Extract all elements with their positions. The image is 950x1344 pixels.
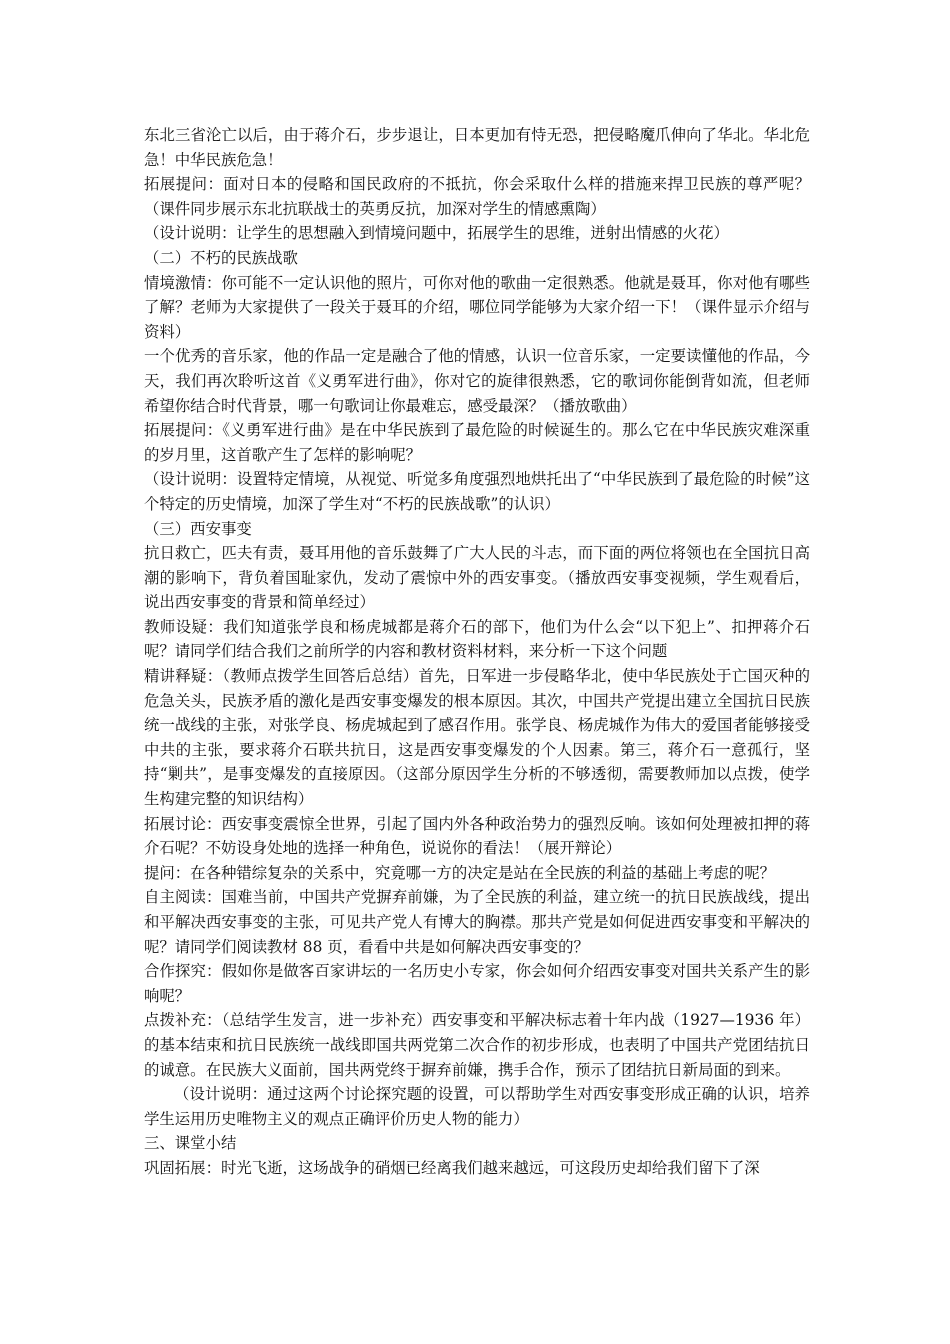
paragraph-extended-question-2: 拓展提问：《义勇军进行曲》是在中华民族到了最危险的时候诞生的。那么它在中华民族灾难深重的岁月里，这首歌产生了怎样的影响呢？ (144, 421, 810, 464)
paragraph-extended-question-1: 拓展提问：面对日本的侵略和国民政府的不抵抗，你会采取什么样的措施来捍卫民族的尊严呢？（课件同步展示东北抗联战士的英勇反抗，加深对学生的情感熏陶） (144, 175, 810, 218)
paragraph-explanation: 精讲释疑：（教师点拨学生回答后总结）首先，日军进一步侵略华北，使中华民族处于亡国灭种的危急关头，民族矛盾的激化是西安事变爆发的根本原因。其次，中国共产党提出建立全国抗日民族统一战线的主张，对张学良、杨虎城起到了感召作用。张学良、杨虎城作为伟大的爱国者能够接受中共的主张，要求蒋介石联共抗日，这是西安事变爆发的个人因素。第三，蒋介石一意孤行，坚持“剿共”，是事变爆发的直接原因。（这部分原因学生分析的不够透彻，需要教师加以点拨，使学生构建完整的知识结构） (144, 667, 810, 809)
paragraph-design-note-1: （设计说明：让学生的思想融入到情境问题中，拓展学生的思维，迸射出情感的火花） (144, 224, 729, 243)
paragraph-question: 提问：在各种错综复杂的关系中，究竟哪一方的决定是站在全民族的利益的基础上考虑的呢？ (144, 863, 776, 882)
paragraph-extended-discussion: 拓展讨论：西安事变震惊全世界，引起了国内外各种政治势力的强烈反响。该如何处理被扣押的蒋介石呢？不妨设身处地的选择一种角色，说说你的看法！（展开辩论） (144, 814, 810, 858)
document-body (144, 123, 810, 1181)
section-heading-2: （二）不朽的民族战歌 (144, 248, 298, 267)
paragraph-consolidation: 巩固拓展：时光飞逝，这场战争的硝烟已经离我们越来越远，可这段历史却给我们留下了深 (144, 1158, 760, 1177)
section-heading-summary: 三、课堂小结 (144, 1134, 237, 1153)
section-heading-3: （三）西安事变 (144, 519, 252, 538)
paragraph-design-note-2: （设计说明：设置特定情境，从视觉、听觉多角度强烈地烘托出了“中华民族到了最危险的时候”这个特定的历史情境，加深了学生对“不朽的民族战歌”的认识） (144, 470, 810, 513)
paragraph-supplement: 点拨补充：（总结学生发言，进一步补充）西安事变和平解决标志着十年内战（1927—1936 年）的基本结束和抗日民族统一战线即国共两党第二次合作的初步形成，也表明了中国共产党团结抗日的诚意。在民族大义面前，国共两党终于摒弃前嫌，携手合作，预示了团结抗日新局面的到来。 (144, 1011, 810, 1079)
paragraph-situation-nie-er: 情境激情：你可能不一定认识他的照片，可你对他的歌曲一定很熟悉。他就是聂耳，你对他有哪些了解？老师为大家提供了一段关于聂耳的介绍，哪位同学能够为大家介绍一下！（课件显示介绍与资料） (144, 273, 810, 341)
paragraph-musician: 一个优秀的音乐家，他的作品一定是融合了他的情感，认识一位音乐家，一定要读懂他的作品，今天，我们再次聆听这首《义勇军进行曲》，你对它的旋律很熟悉，它的歌词你能倒背如流，但老师希望你结合时代背景，哪一句歌词让你最难忘，感受最深？（播放歌曲） (144, 347, 810, 415)
paragraph-cooperative-inquiry: 合作探究：假如你是做客百家讲坛的一名历史小专家，你会如何介绍西安事变对国共关系产生的影响呢？ (144, 962, 810, 1005)
paragraph-self-reading: 自主阅读：国难当前，中国共产党摒弃前嫌，为了全民族的利益，建立统一的抗日民族战线，提出和平解决西安事变的主张，可见共产党人有博大的胸襟。那共产党是如何促进西安事变和平解决的呢？请同学们阅读教材 88 页，看看中共是如何解决西安事变的？ (144, 888, 810, 956)
paragraph-design-note-3: （设计说明：通过这两个讨论探究题的设置，可以帮助学生对西安事变形成正确的认识，培养学生运用历史唯物主义的观点正确评价历史人物的能力） (144, 1085, 810, 1128)
paragraph-xian-incident-intro: 抗日救亡，匹夫有责，聂耳用他的音乐鼓舞了广大人民的斗志，而下面的两位将领也在全国抗日高潮的影响下，背负着国耻家仇，发动了震惊中外的西安事变。（播放西安事变视频，学生观看后，说出西安事变的背景和简单经过） (144, 544, 810, 612)
paragraph-teacher-question: 教师设疑：我们知道张学良和杨虎城都是蒋介石的部下，他们为什么会“以下犯上”、扣押蒋介石呢？请同学们结合我们之前所学的内容和教材资料材料，来分析一下这个问题 (144, 617, 810, 661)
paragraph-north-china-crisis: 东北三省沦亡以后，由于蒋介石，步步退让，日本更加有恃无恐，把侵略魔爪伸向了华北。华北危急！中华民族危急！ (144, 126, 810, 169)
